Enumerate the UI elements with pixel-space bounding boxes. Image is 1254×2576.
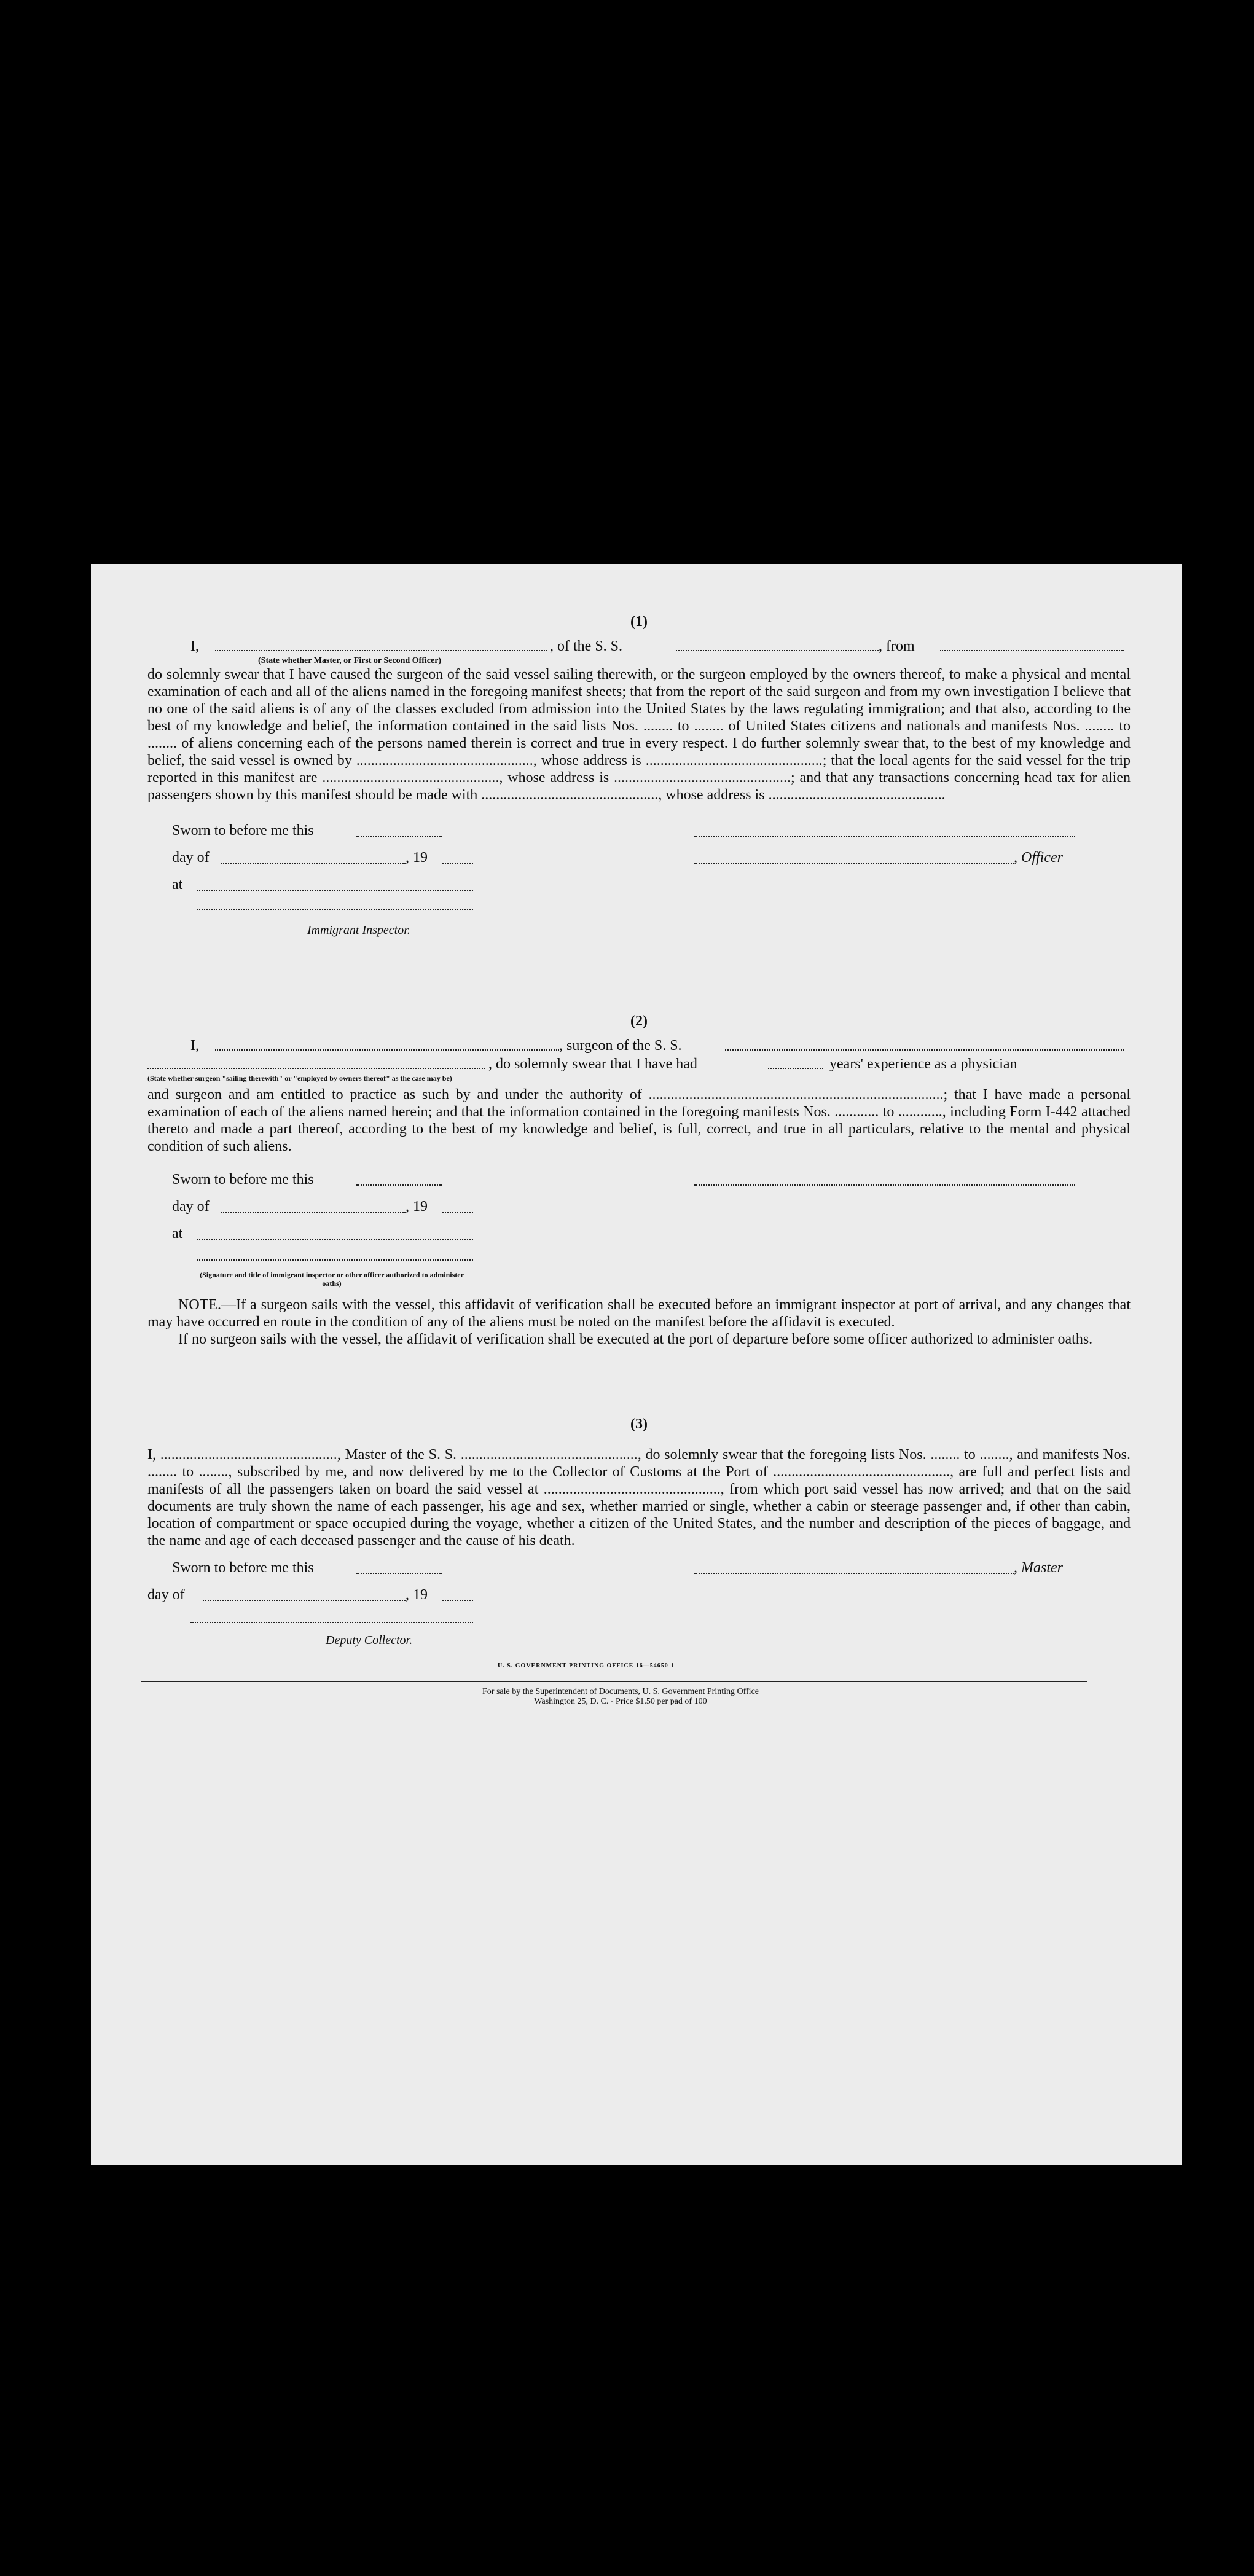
day-row-2 [147, 1198, 1131, 1225]
punch-hole [1204, 1997, 1234, 2026]
punch-hole [1204, 1773, 1234, 1803]
sworn-label: Sworn to before me this [172, 823, 314, 839]
master-label: , Master [1014, 1560, 1063, 1576]
surgeon-ship-field[interactable] [725, 1049, 1124, 1051]
day-field[interactable] [203, 1600, 406, 1601]
day-label: day of [172, 1199, 210, 1215]
inspector-signature-field[interactable] [197, 1259, 473, 1261]
signature-field[interactable] [694, 836, 1075, 837]
section-1-header-line [147, 638, 1131, 656]
day-field[interactable] [221, 863, 406, 864]
section-3-number: (3) [630, 1416, 648, 1432]
section-2-line-1 [147, 1037, 1131, 1055]
manifest-affidavit-page [91, 564, 1182, 2165]
label-i: I, [190, 638, 199, 654]
label-surgeon-of-ss: , surgeon of the S. S. [559, 1038, 682, 1054]
day-label: day of [147, 1587, 185, 1603]
at-label: at [172, 877, 183, 893]
sworn-date-field[interactable] [356, 1184, 442, 1186]
punch-hole [1204, 1086, 1234, 1116]
sworn-row-2 [147, 1171, 1131, 1198]
punch-hole [1204, 601, 1234, 630]
officer-label: , Officer [1014, 850, 1063, 866]
punch-hole [1204, 2090, 1234, 2120]
surgeon-type-field[interactable] [147, 1068, 485, 1069]
officer-signature-field[interactable] [694, 863, 1014, 864]
sworn-row-3 [147, 1559, 1131, 1586]
punch-hole [1204, 920, 1234, 950]
label-from: , from [879, 638, 915, 654]
from-port-field[interactable] [940, 650, 1124, 651]
note-1: NOTE.—If a surgeon sails with the vessel, this affidavit of verification shall be executed before an immigrant inspector at port of arrival, and any changes that may have occurred en route in the condition of any of the aliens must be noted on the manifest before the affidavit is executed. [147, 1297, 1131, 1330]
section-1-number: (1) [630, 614, 648, 630]
inspector-line-2 [147, 1252, 1131, 1270]
label-of-ss: , of the S. S. [550, 638, 623, 654]
sworn-label: Sworn to before me this [172, 1172, 314, 1188]
year-field[interactable] [442, 1212, 473, 1213]
at-row-2 [147, 1225, 1131, 1252]
collector-label: Deputy Collector. [326, 1634, 413, 1647]
caption-rank: (State whether Master, or First or Second Officer) [258, 656, 442, 665]
section-2-number: (2) [630, 1013, 648, 1029]
sworn-date-field[interactable] [356, 1573, 442, 1574]
day-row-3 [147, 1586, 1131, 1613]
inspector-label: Immigrant Inspector. [307, 923, 410, 937]
inspector-signature-field[interactable] [197, 909, 473, 910]
day-field[interactable] [221, 1212, 406, 1213]
inspector-line-1 [147, 903, 1131, 922]
sworn-row-1 [147, 822, 1131, 849]
punch-hole [1204, 693, 1234, 722]
sale-line-1: For sale by the Superintendent of Documents, U. S. Government Printing Office [482, 1687, 759, 1696]
signature-caption: (Signature and title of immigrant inspector or other officer authorized to administer oaths) [200, 1270, 464, 1288]
at-label: at [172, 1226, 183, 1242]
year-label: , 19 [406, 850, 428, 866]
collector-line [147, 1613, 1131, 1632]
section-1-body: do solemnly swear that I have caused the surgeon of the said vessel sailing therewith, or the surgeon employed by the owners thereof, to make a physical and mental examination of each and all of the aliens named in the foregoing manifest sheets; that from the report of the said surgeon and from my own investigation I believe that no one of the said aliens is of any of the classes excluded from admission into the United States by the laws regulating immigration; and that also, according to the best of my knowledge and belief, the information contained in the said lists Nos. ........ to ........ of United States citizens and nationals and manifests Nos. ........ to ........ of aliens concerning each of the persons named therein is correct and true in every respect. I do further solemnly swear that, to the best of my knowledge and belief, the said vessel is owned by ................................................, whose address is ................................................; that the local agents for the said vessel for the trip reported in this manifest are ................................................, whose address is ................................................; and that any transactions concerning head tax for alien passengers shown by this manifest should be made with ................................................, whose address is ................................................ [147, 667, 1131, 803]
note-2: If no surgeon sails with the vessel, the affidavit of verification shall be executed at the port of departure before some officer authorized to administer oaths. [178, 1331, 1093, 1347]
gpo-imprint: U. S. GOVERNMENT PRINTING OFFICE 16—54650-1 [498, 1662, 675, 1669]
sworn-label: Sworn to before me this [172, 1560, 314, 1576]
label-i: I, [190, 1038, 199, 1054]
year-field[interactable] [442, 863, 473, 864]
at-field[interactable] [197, 890, 473, 891]
ship-name-field[interactable] [676, 650, 879, 651]
surgeon-signature-field[interactable] [694, 1184, 1075, 1186]
form-content [147, 613, 1131, 1707]
at-row-1 [147, 876, 1131, 903]
caption-surgeon: (State whether surgeon "sailing therewith" or "employed by owners thereof" as the case may be) [147, 1074, 452, 1082]
year-field[interactable] [442, 1600, 473, 1601]
year-label: , 19 [406, 1199, 428, 1215]
surgeon-name-field[interactable] [215, 1049, 559, 1051]
sale-line-2: Washington 25, D. C. - Price $1.50 per pad of 100 [534, 1697, 707, 1706]
footer-rule [141, 1675, 1087, 1682]
sworn-date-field[interactable] [356, 836, 442, 837]
punch-hole [1204, 987, 1234, 1016]
punch-hole [1204, 1717, 1234, 1746]
punch-hole [1204, 1621, 1234, 1650]
section-2-body: and surgeon and am entitled to practice as such by and under the authority of ................................................................................; that I have made a personal examination of each of the aliens named herein; and that the information contained in the foregoing manifests Nos. ............ to ............, including Form I-442 attached thereto and made a part thereof, according to the best of my knowledge and belief, is full, correct, and true in all particulars, relative to the mental and physical condition of such aliens. [147, 1087, 1131, 1154]
at-field[interactable] [197, 1239, 473, 1240]
master-name-field[interactable] [215, 650, 547, 651]
day-row-1 [147, 849, 1131, 876]
master-signature-field[interactable] [694, 1573, 1014, 1574]
day-label: day of [172, 850, 210, 866]
years-field[interactable] [768, 1068, 823, 1069]
year-label: , 19 [406, 1587, 428, 1603]
label-years-experience: , do solemnly swear that I have had [488, 1056, 697, 1072]
section-2-line-2 [147, 1055, 1131, 1074]
collector-signature-field[interactable] [190, 1622, 473, 1623]
label-physician: years' experience as a physician [829, 1056, 1017, 1072]
section-3-body: I, ................................................, Master of the S. S. ................................................, do solemnly swear that the foregoing lists Nos. ........ to ........, and manifests Nos. ........ to ........, subscribed by me, and now delivered by me to the Collector of Customs at the Port of ................................................, are full and perfect lists and manifests of all the passengers taken on board the said vessel at ................................................, from which port said vessel has now arrived; and that on the said documents are truly shown the name of each passenger, his age and sex, whether married or single, whether a cabin or steerage passenger and, if other than cabin, location of compartment or space occupied during the voyage, whether a citizen of the United States, and the number and description of the pieces of baggage, and the name and age of each deceased passenger and the cause of his death. [147, 1447, 1131, 1549]
